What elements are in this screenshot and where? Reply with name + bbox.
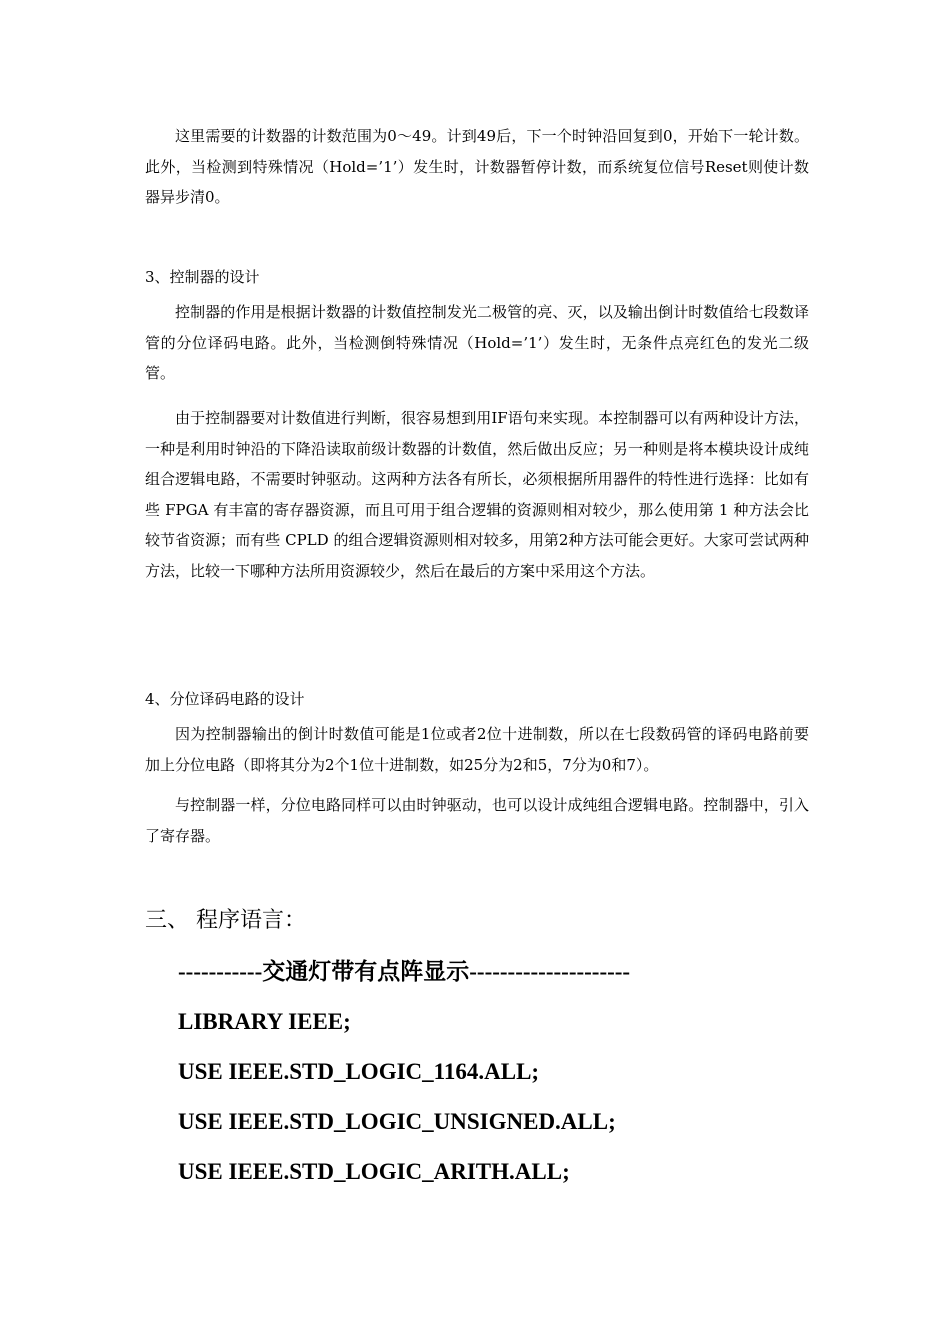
paragraph-decoder-purpose: 因为控制器输出的倒计时数值可能是1位或者2位十进制数，所以在七段数码管的译码电路前要加上分位电路（即将其分为2个1位十进制数，如25分为2和5，7分为0和7）。: [145, 725, 809, 774]
heading-decoder-design: 4、分位译码电路的设计: [145, 690, 305, 708]
paragraph-decoder-clock: 与控制器一样，分位电路同样可以由时钟驱动，也可以设计成纯组合逻辑电路。控制器中，引入了寄存器。: [145, 796, 809, 845]
section-title-program-language: 三、 程序语言：: [145, 908, 306, 933]
paragraph-controller-methods: 由于控制器要对计数值进行判断，很容易想到用IF语句来实现。本控制器可以有两种设计方法，一种是利用时钟沿的下降沿读取前级计数器的计数值，然后做出反应；另一种则是将本模块设计成纯组合逻辑电路，不需要时钟驱动。这两种方法各有所长，必须根据所用器件的特性进行选择：比如有些 FPGA 有丰富的寄存器资源，而且可用于组合逻辑的资源则相对较少，那么使用第 1 种方法会比较节省资源；而有些 CPLD 的组合逻辑资源则相对较多，用第2种方法可能会更好。大家可尝试两种方法，比较一下哪种方法所用资源较少，然后在最后的方案中采用这个方法。: [145, 409, 809, 580]
code-line-use-unsigned: USE IEEE.STD_LOGIC_UNSIGNED.ALL;: [178, 1109, 616, 1134]
paragraph-counter-range: 这里需要的计数器的计数范围为0～49。计到49后，下一个时钟沿回复到0，开始下一轮计数。此外，当检测到特殊情况（Hold=’1’）发生时，计数器暂停计数，而系统复位信号Reset则使计数器异步清0。: [145, 127, 809, 206]
code-line-use-1164: USE IEEE.STD_LOGIC_1164.ALL;: [178, 1059, 540, 1084]
code-comment-line: -----------交通灯带有点阵显示---------------------: [178, 959, 631, 984]
heading-controller-design: 3、控制器的设计: [145, 268, 260, 286]
code-line-library: LIBRARY IEEE;: [178, 1009, 351, 1034]
paragraph-controller-purpose: 控制器的作用是根据计数器的计数值控制发光二极管的亮、灭，以及输出倒计时数值给七段数译管的分位译码电路。此外，当检测倒特殊情况（Hold=’1’）发生时，无条件点亮红色的发光二级管。: [145, 303, 809, 382]
code-line-use-arith: USE IEEE.STD_LOGIC_ARITH.ALL;: [178, 1159, 570, 1184]
